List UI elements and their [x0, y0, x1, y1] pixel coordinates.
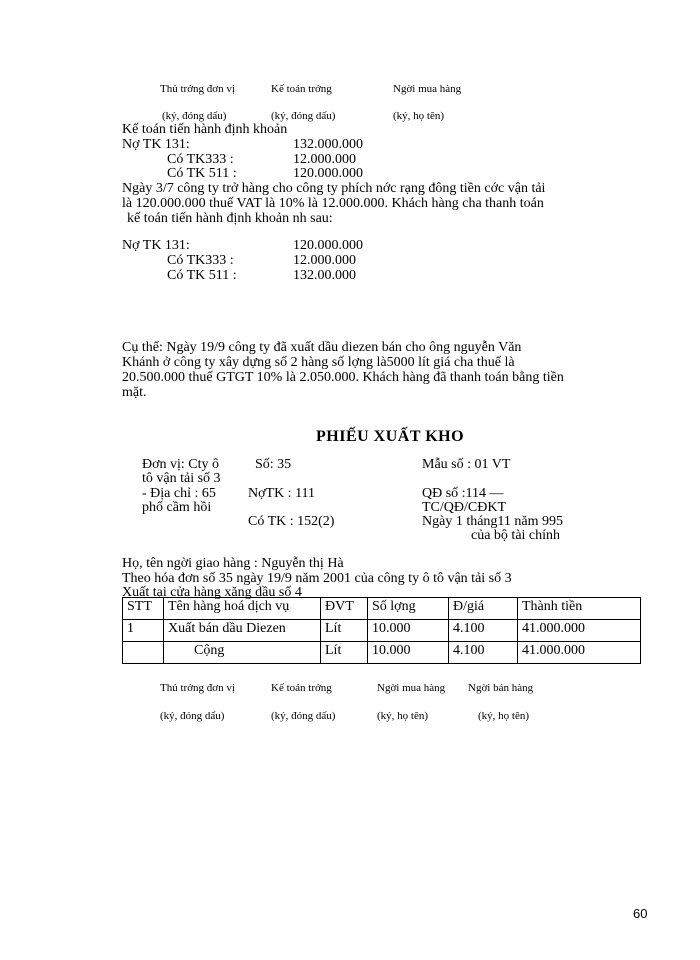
entry1-credit2-amount: 120.000.000: [293, 166, 363, 181]
table-row: [123, 620, 641, 642]
para2-line-2: Khánh ở công ty xây dựng số 2 hàng số lợng là5000 lít giá cha thuế là: [122, 355, 515, 370]
entry1-debit-amount: 132.000.000: [293, 137, 363, 152]
cell-total: 41.000.000: [518, 642, 641, 664]
cell-qty: 10.000: [368, 620, 449, 642]
entry2-credit1-label: Có TK333 :: [167, 253, 234, 268]
cell-stt: [123, 642, 164, 664]
entry1-credit1-label: Có TK333 :: [167, 152, 234, 167]
sig-bottom-note-2: (ký, đóng dấu): [271, 710, 336, 722]
form-unit-line-1: Đơn vị: Cty ô: [142, 457, 220, 472]
col-header-stt: STT: [123, 598, 164, 620]
form-credit-account: Có TK : 152(2): [248, 514, 335, 529]
form-number: Số: 35: [255, 457, 292, 472]
form-template-number: Mẫu số : 01 VT: [422, 457, 511, 472]
form-warehouse: Xuất tại cửa hàng xăng dầu số 4: [122, 585, 302, 600]
sig-bottom-chief-accountant: Kế toán trởng: [271, 682, 332, 694]
form-decision-line-2: TC/QĐ/CĐKT: [422, 500, 506, 515]
para1-line-3: kế toán tiến hành định khoản nh sau:: [127, 211, 333, 226]
page-number: 60: [633, 906, 648, 921]
cell-unit: Lít: [321, 642, 368, 664]
sig-top-note-1: (ký, đóng dấu): [162, 110, 227, 122]
cell-item: Xuất bán dầu Diezen: [164, 620, 321, 642]
entry2-debit-label: Nợ TK 131:: [122, 238, 190, 253]
sig-top-buyer: Ngời mua hàng: [393, 83, 462, 95]
form-debit-account: NợTK : 111: [248, 486, 316, 501]
entry2-credit1-amount: 12.000.000: [293, 253, 356, 268]
cell-price: 4.100: [449, 642, 518, 664]
entry1-credit1-amount: 12.000.000: [293, 152, 356, 167]
table-row-total: [123, 642, 641, 664]
form-date-line-2: của bộ tài chính: [471, 528, 561, 543]
sig-top-chief-accountant: Kế toán trởng: [271, 83, 332, 95]
col-header-qty: Số lợng: [368, 598, 449, 620]
entry2-credit2-label: Có TK 511 :: [167, 268, 237, 283]
cell-price: 4.100: [449, 620, 518, 642]
para2-line-4: mặt.: [122, 385, 147, 400]
para1-line-2: là 120.000.000 thuế VAT là 10% là 12.000.000. Khách hàng cha thanh toán: [122, 196, 544, 211]
cell-total: 41.000.000: [518, 620, 641, 642]
sig-bottom-seller: Ngời bán hàng: [468, 682, 534, 694]
entry1-credit2-label: Có TK 511 :: [167, 166, 237, 181]
form-invoice-ref: Theo hóa đơn số 35 ngày 19/9 năm 2001 của công ty ô tô vận tải số 3: [122, 571, 512, 586]
para2-line-3: 20.500.000 thuế GTGT 10% là 2.050.000. Khách hàng đã thanh toán bằng tiền: [122, 370, 564, 385]
col-header-unit: ĐVT: [321, 598, 368, 620]
col-header-item: Tên hàng hoá dịch vụ: [164, 598, 321, 620]
col-header-price: Đ/giá: [449, 598, 518, 620]
cell-stt: 1: [123, 620, 164, 642]
entry1-debit-label: Nợ TK 131:: [122, 137, 190, 152]
form-decision-line-1: QĐ số :114 —: [422, 486, 504, 501]
sig-top-note-2: (ký, đóng dấu): [271, 110, 336, 122]
para2-line-1: Cụ thể: Ngày 19/9 công ty đã xuất dầu diezen bán cho ông nguyễn Văn: [122, 340, 522, 355]
form-address-line-2: phố cầm hồi: [142, 500, 212, 515]
cell-unit: Lít: [321, 620, 368, 642]
sig-bottom-note-3: (ký, họ tên): [377, 710, 429, 722]
col-header-total: Thành tiền: [518, 598, 641, 620]
sig-top-note-3: (ký, họ tên): [393, 110, 445, 122]
entry2-debit-amount: 120.000.000: [293, 238, 363, 253]
sig-bottom-note-1: (ký, đóng dấu): [160, 710, 225, 722]
para1-line-1: Ngày 3/7 công ty trở hàng cho công ty phích nớc rạng đông tiền cớc vận tải: [122, 181, 546, 196]
entry1-intro: Kế toán tiến hành định khoản: [122, 122, 288, 137]
sig-bottom-note-4: (ký, họ tên): [478, 710, 530, 722]
cell-item: Cộng: [164, 642, 321, 664]
sig-top-director: Thủ trởng đơn vị: [160, 83, 235, 95]
table-header-row: [123, 598, 641, 620]
form-deliverer: Họ, tên ngời giao hàng : Nguyễn thị Hà: [122, 556, 344, 571]
form-date-line-1: Ngày 1 tháng11 năm 995: [422, 514, 564, 529]
form-title: PHIẾU XUẤT KHO: [316, 428, 465, 445]
form-address-line-1: - Địa chỉ : 65: [142, 486, 216, 501]
goods-table: [122, 597, 641, 664]
cell-qty: 10.000: [368, 642, 449, 664]
sig-bottom-director: Thủ trởng đơn vị: [160, 682, 235, 694]
form-unit-line-2: tô vận tải số 3: [142, 471, 221, 486]
sig-bottom-buyer: Ngời mua hàng: [377, 682, 446, 694]
entry2-credit2-amount: 132.00.000: [293, 268, 356, 283]
